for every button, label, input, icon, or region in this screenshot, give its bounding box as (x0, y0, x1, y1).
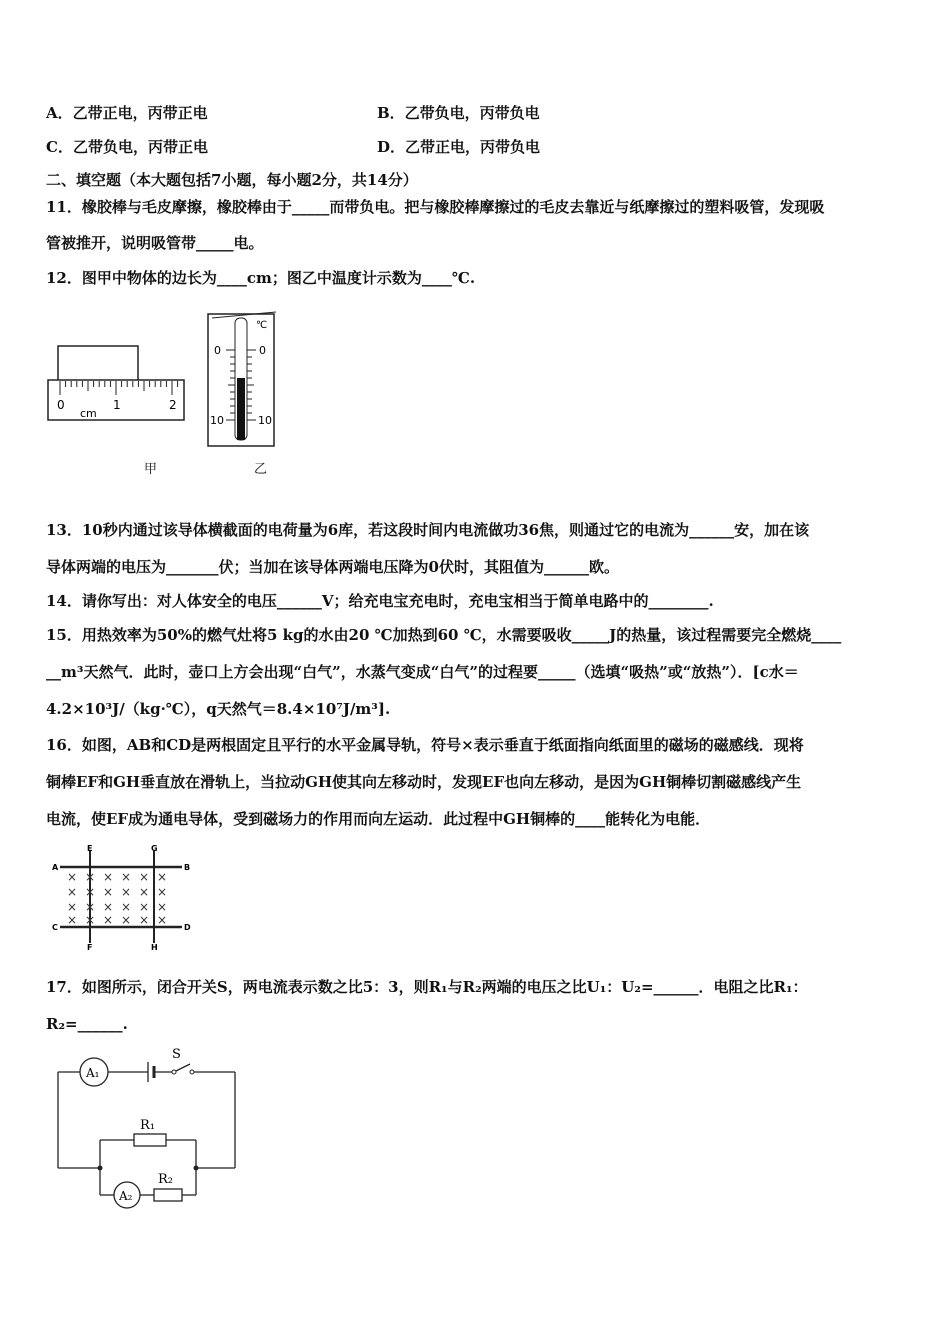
option-c: C．乙带负电，丙带正电 (46, 138, 208, 156)
svg-text:×: × (156, 885, 168, 899)
thermo-right-10: 10 (258, 414, 272, 427)
section-header: 二、填空题（本大题包括7小题，每小题2分，共14分） (46, 171, 418, 189)
label-g: G (151, 844, 158, 853)
thermo-left-0: 0 (214, 344, 221, 357)
fig-yi-label: 乙 (254, 462, 268, 477)
label-h: H (151, 943, 158, 951)
option-b: B．乙带负电，丙带负电 (377, 104, 540, 122)
svg-text:×: × (66, 913, 78, 927)
svg-text:×: × (102, 870, 114, 884)
q12-line1: 12．图甲中物体的边长为____cm；图乙中温度计示数为____℃. (46, 269, 476, 287)
svg-text:×: × (138, 900, 150, 914)
resistor-r1-label: R₁ (140, 1118, 155, 1133)
label-b: B (184, 863, 191, 872)
svg-text:×: × (156, 900, 168, 914)
q15-line3: 4.2×10³J/（kg·℃），q天然气＝8.4×10⁷J/m³]. (46, 700, 391, 718)
svg-text:×: × (138, 885, 150, 899)
fig-jia-label: 甲 (144, 462, 158, 477)
svg-text:×: × (84, 913, 96, 927)
ruler-figure (46, 340, 191, 425)
thermo-unit: ℃ (256, 320, 268, 331)
svg-text:×: × (138, 913, 150, 927)
svg-text:×: × (66, 900, 78, 914)
svg-text:×: × (120, 885, 132, 899)
q17-line1: 17．如图所示，闭合开关S，两电流表示数之比5：3，则R₁与R₂两端的电压之比U₁：U₂=______．电阻之比R₁： (46, 978, 808, 996)
q13-line2: 导体两端的电压为_______伏；当加在该导体两端电压降为0伏时，其阻值为______欧。 (46, 558, 619, 576)
resistor-r1 (134, 1134, 166, 1146)
thermo-left-10: 10 (210, 414, 224, 427)
ruler-unit: cm (80, 407, 97, 420)
ruler-tick-1: 1 (113, 398, 121, 412)
ruler-tick-0: 0 (57, 398, 65, 412)
label-f: F (87, 943, 93, 951)
q11-line1: 11．橡胶棒与毛皮摩擦，橡胶棒由于_____而带负电。把与橡胶棒摩擦过的毛皮去靠近与纸摩擦过的塑料吸管，发现吸 (46, 198, 825, 216)
svg-text:×: × (102, 913, 114, 927)
label-a: A (52, 863, 59, 872)
ruler-tick-2: 2 (169, 398, 177, 412)
thermo-right-0: 0 (259, 344, 266, 357)
q16-line1: 16．如图，AB和CD是两根固定且平行的水平金属导轨，符号×表示垂直于纸面指向纸面里的磁场的磁感线．现将 (46, 736, 804, 754)
field-crosses (67, 870, 167, 927)
svg-text:×: × (156, 870, 168, 884)
q16-line3: 电流，使EF成为通电导体，受到磁场力的作用而向左运动．此过程中GH铜棒的____能转化为电能． (46, 810, 711, 828)
svg-text:×: × (120, 870, 132, 884)
svg-text:×: × (120, 900, 132, 914)
svg-text:×: × (66, 870, 78, 884)
q15-line1: 15．用热效率为50%的燃气灶将5 kg的水由20 ℃加热到60 ℃，水需要吸收_____J的热量，该过程需要完全燃烧____ (46, 626, 842, 644)
svg-text:×: × (84, 885, 96, 899)
svg-text:×: × (156, 913, 168, 927)
svg-text:×: × (102, 900, 114, 914)
circuit-figure (50, 1040, 245, 1215)
svg-text:×: × (84, 900, 96, 914)
measured-block (58, 346, 138, 382)
resistor-r2 (154, 1189, 182, 1201)
thermometer-figure (202, 308, 280, 450)
label-c: C (52, 923, 58, 932)
liquid-column (237, 378, 245, 440)
svg-text:×: × (66, 885, 78, 899)
svg-text:×: × (84, 870, 96, 884)
ammeter-a2-label: A₂ (119, 1189, 133, 1203)
svg-text:×: × (102, 885, 114, 899)
svg-text:×: × (120, 913, 132, 927)
resistor-r2-label: R₂ (158, 1172, 173, 1187)
switch-s-label: S (172, 1047, 181, 1062)
q16-line2: 铜棒EF和GH垂直放在滑轨上，当拉动GH使其向左移动时，发现EF也向左移动，是因为GH铜棒切割磁感线产生 (46, 773, 802, 791)
rails-figure (50, 843, 195, 951)
q14-line1: 14．请你写出：对人体安全的电压______V；给充电宝充电时，充电宝相当于简单电路中的________. (46, 592, 714, 610)
q15-line2: __m³天然气．此时，壶口上方会出现“白气”，水蒸气变成“白气”的过程要_____（选填“吸热”或“放热”）．[c水＝ (46, 663, 799, 681)
q17-line2: R₂=______. (46, 1015, 128, 1033)
q11-line2: 管被推开，说明吸管带_____电。 (46, 234, 264, 252)
svg-text:×: × (138, 870, 150, 884)
option-d: D．乙带正电，丙带负电 (377, 138, 541, 156)
label-d: D (184, 923, 191, 932)
q13-line1: 13．10秒内通过该导体横截面的电荷量为6库，若这段时间内电流做功36焦，则通过它的电流为______安，加在该 (46, 521, 810, 539)
ammeter-a1-label: A₁ (86, 1066, 100, 1080)
option-a: A．乙带正电，丙带正电 (46, 104, 208, 122)
label-e: E (87, 844, 93, 853)
